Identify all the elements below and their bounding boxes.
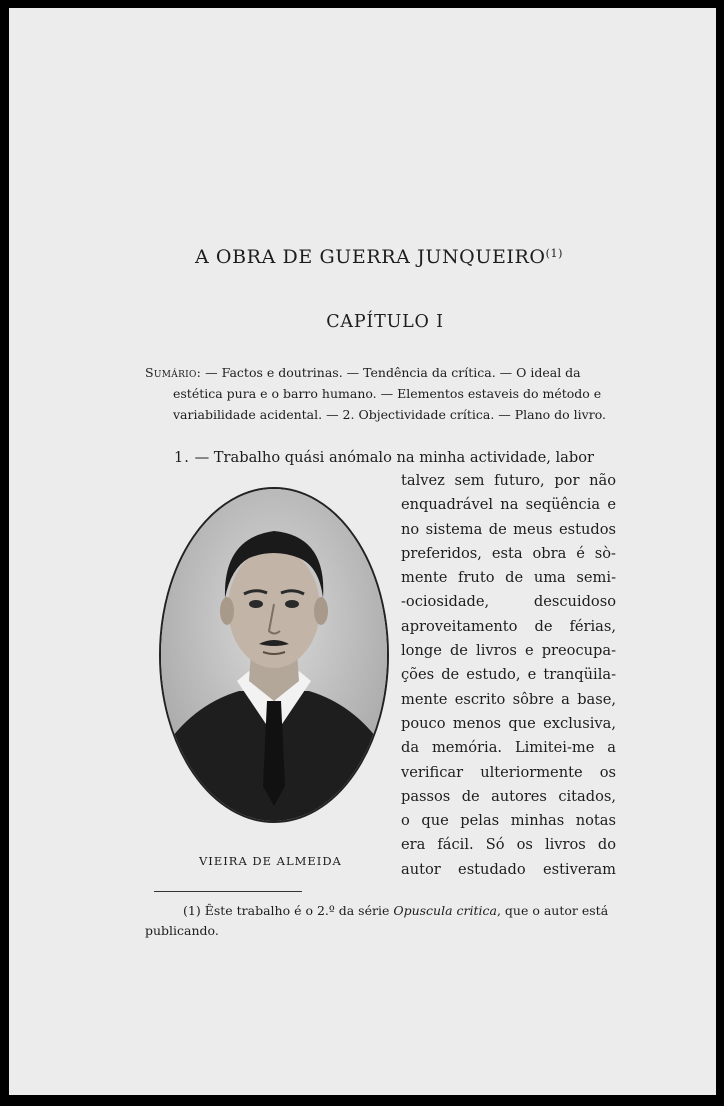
text-line: da memória. Limitei-me a <box>401 739 616 757</box>
footnote-marker: (1) <box>183 903 201 918</box>
summary-text: — Factos e doutrinas. — Tendência da crítica. — O ideal da <box>205 365 581 380</box>
paragraph-first-line <box>174 446 619 470</box>
book-page <box>9 8 716 1095</box>
text-line: mente fruto de uma semi- <box>401 569 616 587</box>
section-number: 1. <box>174 449 190 466</box>
wrapped-paragraph <box>401 469 616 882</box>
footnote <box>145 901 620 941</box>
title-text: A OBRA DE GUERRA JUNQUEIRO <box>194 246 546 268</box>
text-line: era fácil. Só os livros do <box>401 836 616 854</box>
text-line: enquadrável na seqüência e <box>401 496 616 514</box>
summary-line: variabilidade acidental. — 2. Objectividade crítica. — Plano do livro. <box>173 407 606 422</box>
text-line: no sistema de meus estudos <box>401 520 616 538</box>
text-line: verificar ulteriormente os <box>401 763 616 781</box>
text-line: pouco menos que exclusiva, <box>401 714 616 732</box>
chapter-summary <box>145 362 615 425</box>
page-title <box>9 246 716 268</box>
text-line: passos de autores citados, <box>401 787 616 805</box>
text-line: preferidos, esta obra é sò- <box>401 544 616 562</box>
footnote-line-2: publicando. <box>145 923 219 938</box>
title-footnote-ref: (1) <box>545 247 564 260</box>
text-line: mente escrito sôbre a base, <box>401 690 616 708</box>
chapter-heading: CAPÍTULO I <box>326 312 444 332</box>
text-line: talvez sem futuro, por não <box>401 472 616 489</box>
summary-line <box>145 362 615 383</box>
portrait-caption: VIEIRA DE ALMEIDA <box>199 854 342 868</box>
text-line: autor estudado estiveram <box>401 860 616 878</box>
footnote-text: Êste trabalho é o 2.º da série <box>204 903 390 918</box>
first-line-text: — Trabalho quási anómalo na minha actividade, labor <box>194 449 594 466</box>
footnote-series-title: Opuscula critica <box>393 903 497 918</box>
portrait-photo <box>159 486 389 824</box>
text-line: aproveitamento de férias, <box>401 617 616 635</box>
summary-line: estética pura e o barro humano. — Elementos estaveis do método e <box>173 386 602 401</box>
summary-label: Sumário: <box>145 365 202 380</box>
footnote-line <box>145 901 620 921</box>
text-line: longe de livros e preocupa- <box>401 642 616 660</box>
footnote-divider <box>154 891 302 892</box>
text-line: ções de estudo, e tranqüila- <box>401 666 616 684</box>
footnote-text-after: , que o autor está <box>496 903 609 918</box>
text-line: o que pelas minhas notas <box>401 812 616 830</box>
text-line: -ociosidade, descuidoso <box>401 593 616 611</box>
